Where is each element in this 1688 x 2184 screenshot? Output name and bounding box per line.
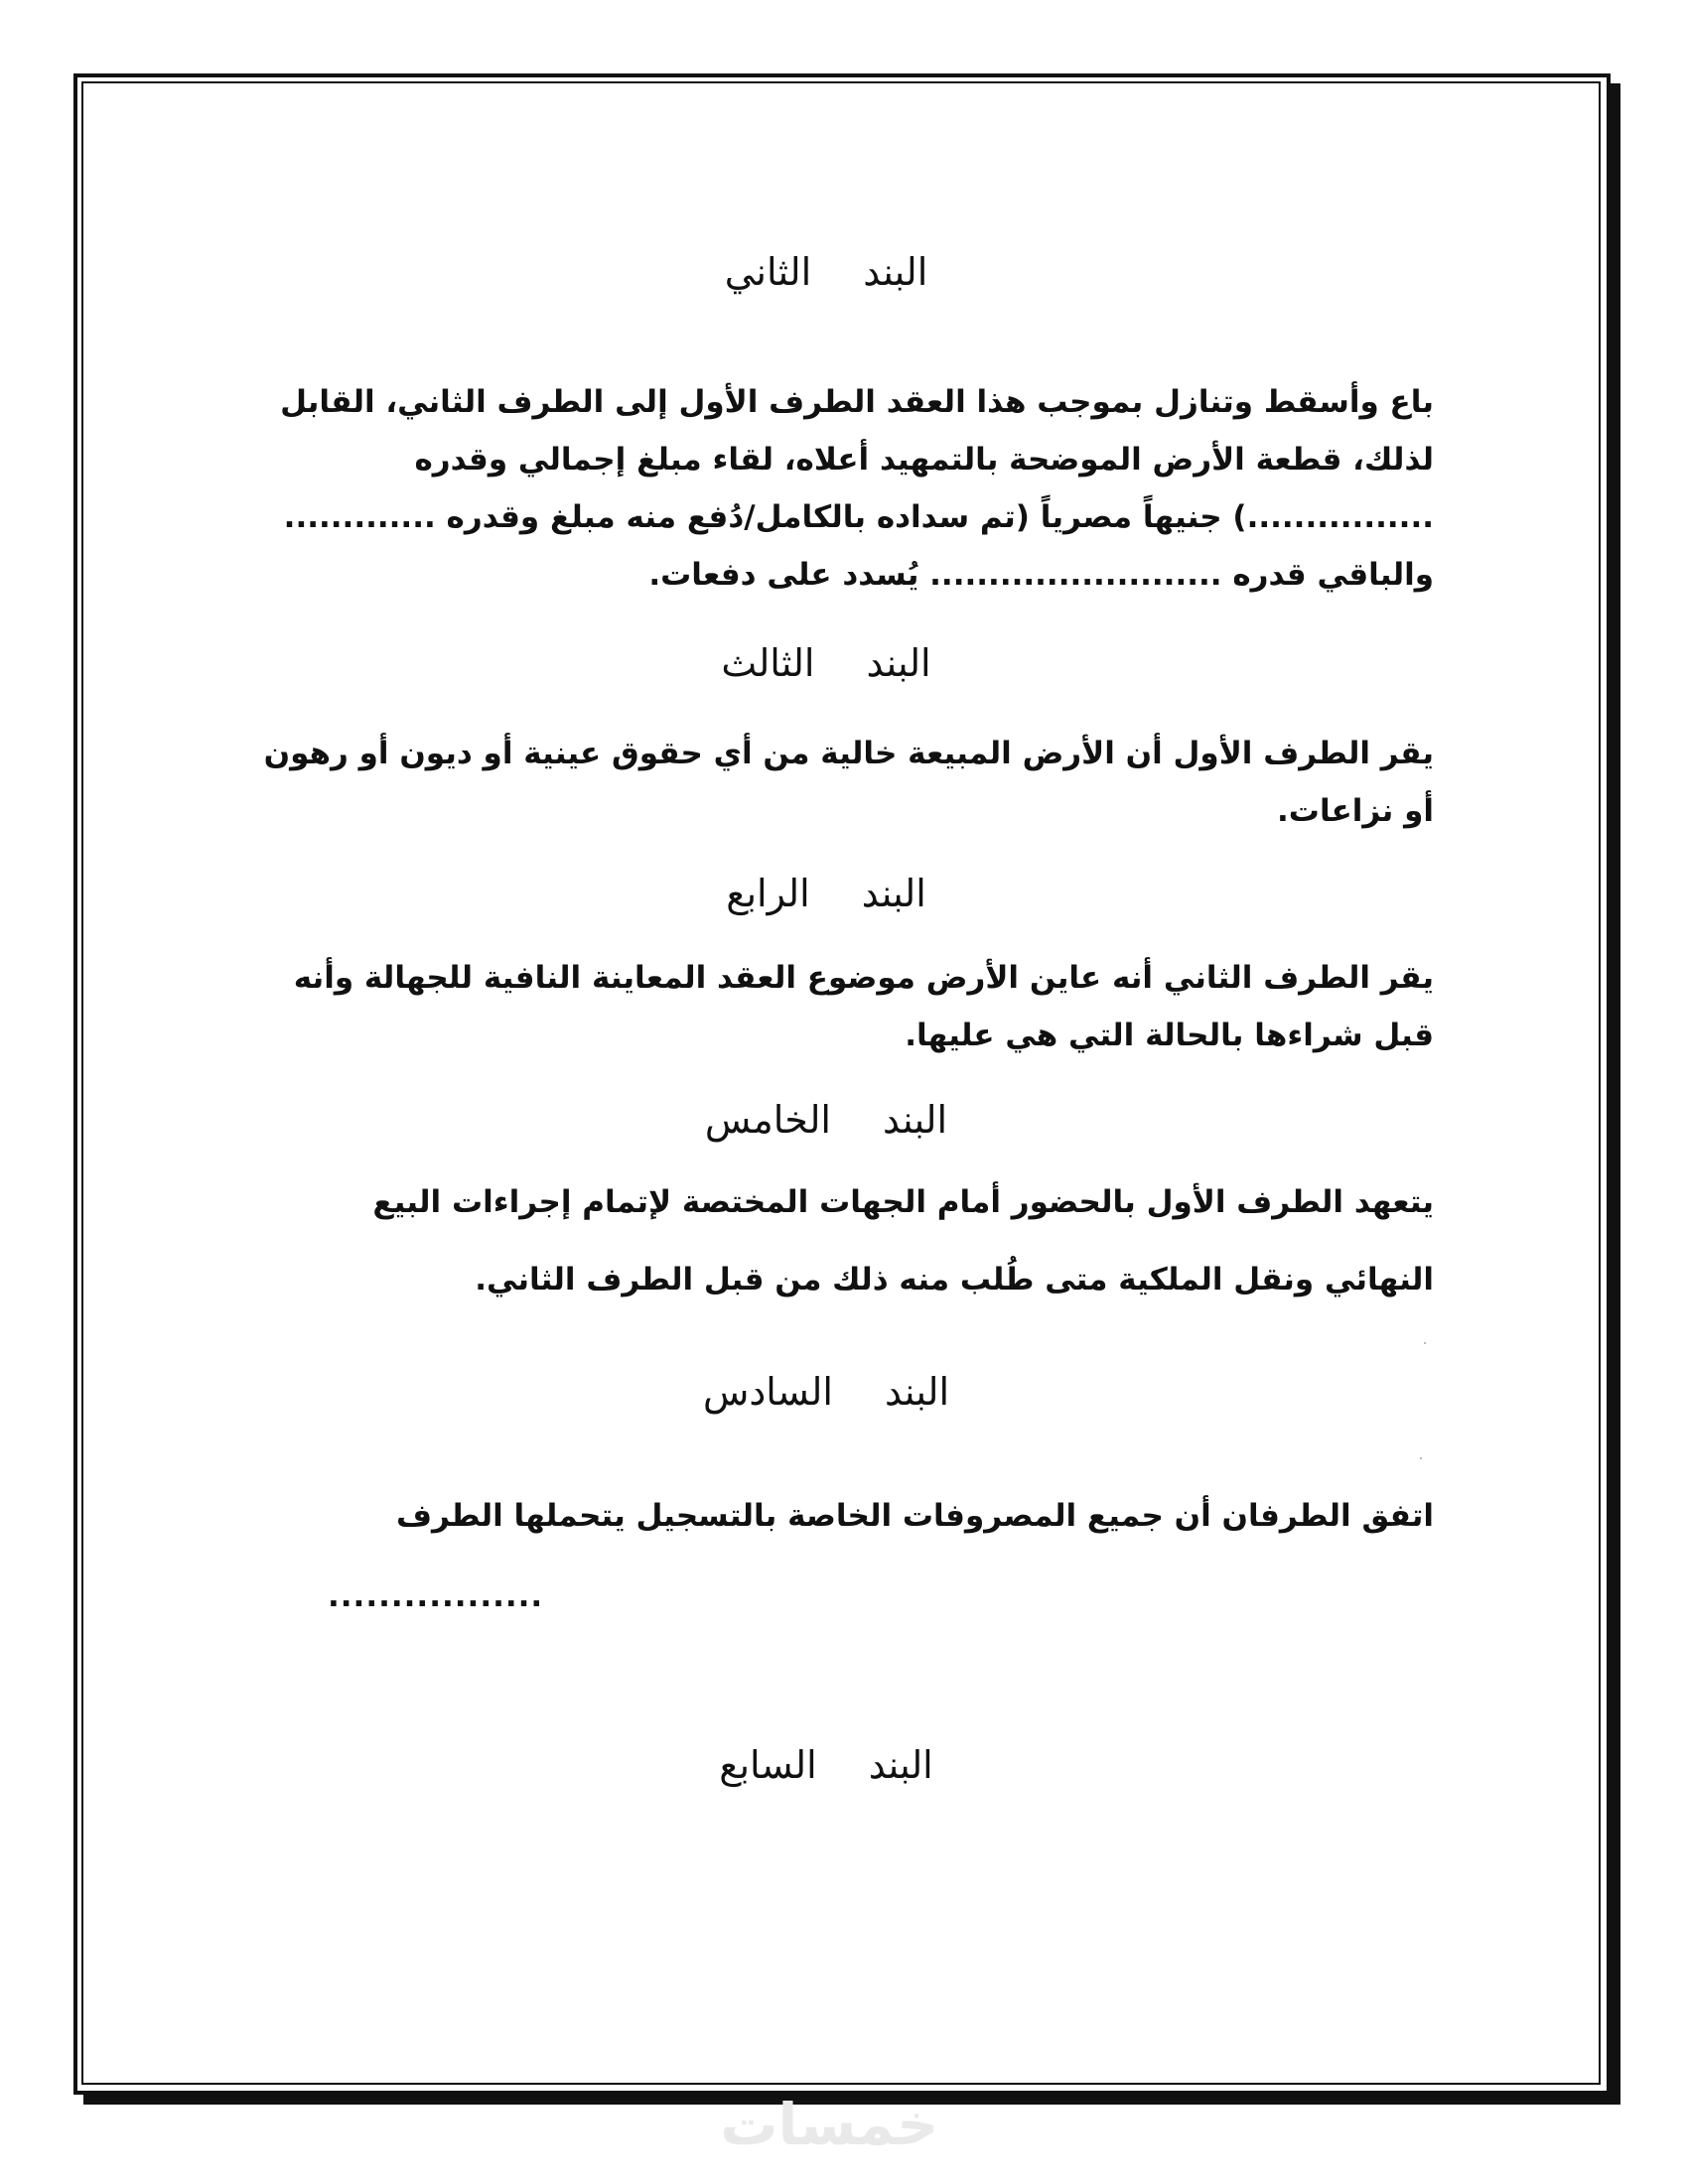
clause-3-text: يقر الطرف الأول أن الأرض المبيعة خالية من أي حقوق عينية أو ديون أو رهون أو نزاعات. bbox=[263, 736, 1434, 829]
clause-2-heading: البند الثاني bbox=[724, 250, 928, 294]
clause-2-text: باع وأسقط وتنازل بموجب هذا العقد الطرف الأول إلى الطرف الثاني، القابل لذلك، قطعة الأرض الموضحة بالتمهيد أعلاه، لقاء مبلغ إجمالي وقدره ................) جنيهاً مصرياً (تم سداده بالكامل/دُفع منه مبلغ وقدره ............. والباقي قدره ......................... يُسدد على دفعات. bbox=[280, 384, 1434, 593]
contract-body bbox=[258, 0, 1434, 2184]
clause-5-text: يتعهد الطرف الأول بالحضور أمام الجهات المختصة لإتمام إجراءات البيع النهائي ونقل الملكية متى طُلب منه ذلك من قبل الطرف الثاني. bbox=[372, 1184, 1434, 1297]
clause-6-heading: البند السادس bbox=[702, 1370, 950, 1414]
clause-5-heading: البند الخامس bbox=[704, 1098, 948, 1142]
clause-6-blank: ................. bbox=[328, 1578, 544, 1614]
clause-4-text: يقر الطرف الثاني أنه عاين الأرض موضوع العقد المعاينة النافية للجهالة وأنه قبل شراءها بالحالة التي هي عليها. bbox=[293, 960, 1434, 1053]
scan-speck bbox=[1424, 1342, 1426, 1344]
watermark-logo: خمسات bbox=[720, 2091, 938, 2158]
clause-7-heading: البند السابع bbox=[719, 1743, 933, 1787]
clause-4-heading: البند الرابع bbox=[726, 872, 926, 915]
clause-3-heading: البند الثالث bbox=[721, 641, 931, 685]
clause-6-text: اتفق الطرفان أن جميع المصروفات الخاصة بالتسجيل يتحملها الطرف bbox=[395, 1498, 1434, 1534]
scan-speck bbox=[1420, 1457, 1422, 1459]
